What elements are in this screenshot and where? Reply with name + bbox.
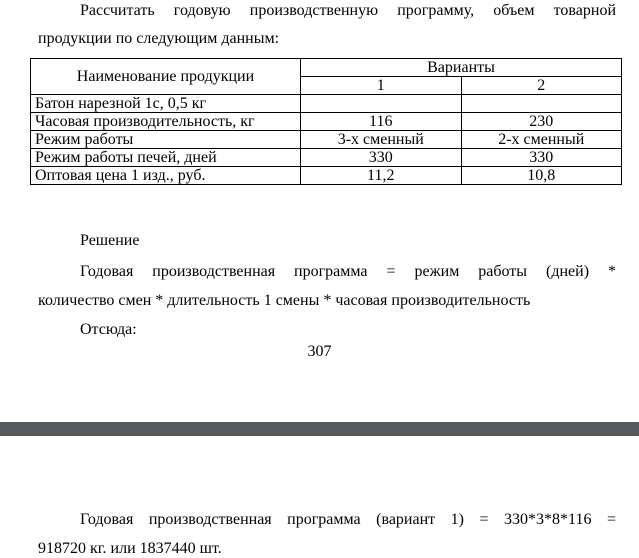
header-variant-2: 2 [461, 77, 622, 95]
table-row [31, 149, 622, 167]
row-value-1 [301, 95, 462, 113]
row-value-2 [461, 95, 622, 113]
products-table [30, 58, 622, 185]
hence-label: Отсюда: [80, 321, 137, 338]
row-value-2: 230 [461, 113, 622, 131]
row-name: Часовая производительность, кг [31, 113, 301, 131]
row-value-1: 116 [301, 113, 462, 131]
formula-line-2: количество смен * длительность 1 смены * часовая производительность [38, 292, 531, 309]
table-row [31, 131, 622, 149]
row-value-2: 10,8 [461, 167, 622, 185]
header-product-name: Наименование продукции [31, 59, 301, 95]
result-line-1: Годовая производственная программа (вариант 1) = 330*3*8*116 = [80, 511, 616, 528]
row-value-1: 11,2 [301, 167, 462, 185]
table-row [31, 113, 622, 131]
table-row [31, 95, 622, 113]
table-row [31, 167, 622, 185]
result-line-2: 918720 кг. или 1837440 шт. [38, 540, 222, 557]
row-name: Оптовая цена 1 изд., руб. [31, 167, 301, 185]
solution-heading: Решение [80, 232, 140, 249]
page-separator [0, 422, 639, 436]
header-variants: Варианты [301, 59, 622, 77]
intro-line-2: продукции по следующим данным: [38, 30, 280, 47]
row-value-2: 330 [461, 149, 622, 167]
row-value-2: 2-х сменный [461, 131, 622, 149]
row-value-1: 3-х сменный [301, 131, 462, 149]
page-number: 307 [307, 343, 332, 360]
row-name: Батон нарезной 1с, 0,5 кг [31, 95, 301, 113]
row-name: Режим работы [31, 131, 301, 149]
row-name: Режим работы печей, дней [31, 149, 301, 167]
row-value-1: 330 [301, 149, 462, 167]
header-variant-1: 1 [301, 77, 462, 95]
intro-line-1: Рассчитать годовую производственную программу, объем товарной [80, 2, 616, 19]
table-header-row [31, 59, 622, 77]
formula-line-1: Годовая производственная программа = режим работы (дней) * [80, 263, 616, 280]
